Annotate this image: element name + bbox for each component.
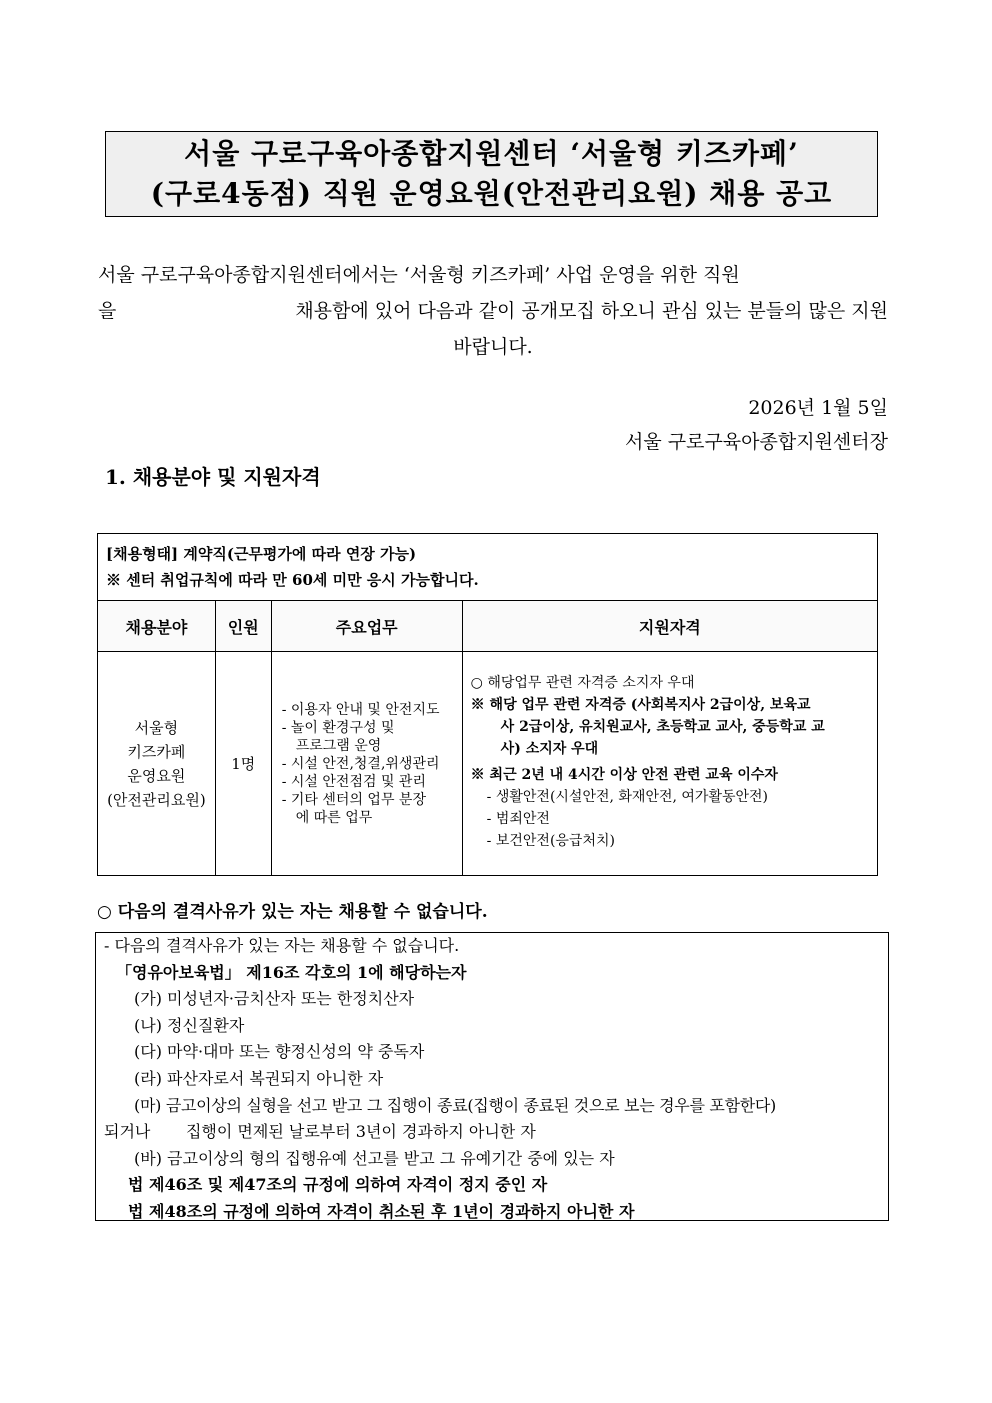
field-line: (안전관리요원) xyxy=(107,790,206,809)
qual-item: ※ 최근 2년 내 4시간 이상 안전 관련 교육 이수자 xyxy=(470,766,778,783)
qual-sub-item: - 보건안전(응급처치) xyxy=(486,832,615,849)
disqualification-heading: ○ 다음의 결격사유가 있는 자는 채용할 수 없습니다. xyxy=(97,902,488,922)
intro-text-2a: 을 xyxy=(98,300,117,322)
notice-title-line1: 서울 구로구육아종합지원센터 ‘서울형 키즈카페’ xyxy=(184,137,799,170)
disq-line: 법 제48조의 규정에 의하여 자격이 취소된 후 1년이 경과하지 아니한 자 xyxy=(128,1201,635,1221)
duty-item: - 놀이 환경구성 및 xyxy=(281,719,395,736)
qual-sub-item: - 범죄안전 xyxy=(486,810,550,827)
employment-type: [채용형태] 계약직(근무평가에 따라 연장 가능) xyxy=(106,545,417,563)
table-row xyxy=(98,652,878,876)
section-heading-1: 1. 채용분야 및 지원자격 xyxy=(105,465,321,489)
qual-sub-item: - 생활안전(시설안전, 화재안전, 여가활동안전) xyxy=(486,788,769,805)
header-duties: 주요업무 xyxy=(271,601,462,652)
employment-type-note xyxy=(98,534,878,601)
intro-line1 xyxy=(98,257,888,293)
duty-item: - 기타 센터의 업무 분장 xyxy=(281,791,426,808)
disq-line: (라) 파산자로서 복권되지 아니한 자 xyxy=(134,1068,384,1088)
field-line: 서울형 xyxy=(134,718,179,737)
intro-text-1: 서울 구로구육아종합지원센터에서는 ‘서울형 키즈카페’ 사업 운영을 위한 직원 xyxy=(98,264,740,286)
age-limit-note: ※ 센터 취업규칙에 따라 만 60세 미만 응시 가능합니다. xyxy=(106,571,479,589)
intro-line2 xyxy=(98,293,888,329)
disq-line: (나) 정신질환자 xyxy=(134,1015,245,1035)
intro-text-3: 바랍니다. xyxy=(453,336,533,358)
disqualification-box xyxy=(95,932,889,1221)
notice-signer: 서울 구로구육아종합지원센터장 xyxy=(625,431,888,453)
duty-item: 에 따른 업무 xyxy=(295,809,373,826)
disq-line: 되거나 집행이 면제된 날로부터 3년이 경과하지 아니한 자 xyxy=(104,1122,536,1142)
notice-title-box xyxy=(105,131,878,217)
header-field: 채용분야 xyxy=(98,601,216,652)
disq-line: 「영유아보육법」 제16조 각호의 1에 해당하는자 xyxy=(116,962,467,982)
header-qualifications: 지원자격 xyxy=(462,601,877,652)
recruitment-table xyxy=(97,533,878,876)
notice-date: 2026년 1월 5일 xyxy=(748,397,888,419)
cell-field xyxy=(98,652,216,876)
disq-line: (가) 미성년자·금치산자 또는 한정치산자 xyxy=(134,989,415,1009)
duty-item: - 시설 안전,청결,위생관리 xyxy=(281,755,440,772)
cell-duties xyxy=(271,652,462,876)
cell-qualifications xyxy=(462,652,877,876)
table-header-row xyxy=(98,601,878,652)
qual-item: 사) 소지자 우대 xyxy=(500,740,599,757)
cell-count: 1명 xyxy=(215,652,271,876)
duty-item: - 이용자 안내 및 안전지도 xyxy=(281,701,440,718)
qual-item: ※ 해당 업무 관련 자격증 (사회복지사 2급이상, 보육교 xyxy=(470,696,811,713)
intro-text-2b: 채용함에 있어 다음과 같이 공개모집 하오니 관심 있는 분들의 많은 지원 xyxy=(295,300,888,322)
header-count: 인원 xyxy=(215,601,271,652)
duty-item: - 시설 안전점검 및 관리 xyxy=(281,773,426,790)
field-line: 키즈카페 xyxy=(127,742,186,761)
intro-paragraph xyxy=(98,257,888,365)
field-line: 운영요원 xyxy=(127,766,186,785)
disq-line: (다) 마약·대마 또는 향정신성의 약 중독자 xyxy=(134,1042,425,1062)
notice-title-line2: (구로4동점) 직원 운영요원(안전관리요원) 채용 공고 xyxy=(150,177,833,210)
qual-item: 사 2급이상, 유치원교사, 초등학교 교사, 중등학교 교 xyxy=(500,718,825,735)
disq-line: - 다음의 결격사유가 있는 자는 채용할 수 없습니다. xyxy=(104,936,460,955)
duty-item: 프로그램 운영 xyxy=(295,737,382,754)
disq-line: (바) 금고이상의 형의 집행유예 선고를 받고 그 유예기간 중에 있는 자 xyxy=(134,1148,615,1168)
disq-line: (마) 금고이상의 실형을 선고 받고 그 집행이 종료(집행이 종료된 것으로 보는 경우를 포함한다) xyxy=(134,1095,776,1115)
disq-line: 법 제46조 및 제47조의 규정에 의하여 자격이 정지 중인 자 xyxy=(128,1175,548,1195)
qual-item: ○ 해당업무 관련 자격증 소지자 우대 xyxy=(470,674,695,691)
